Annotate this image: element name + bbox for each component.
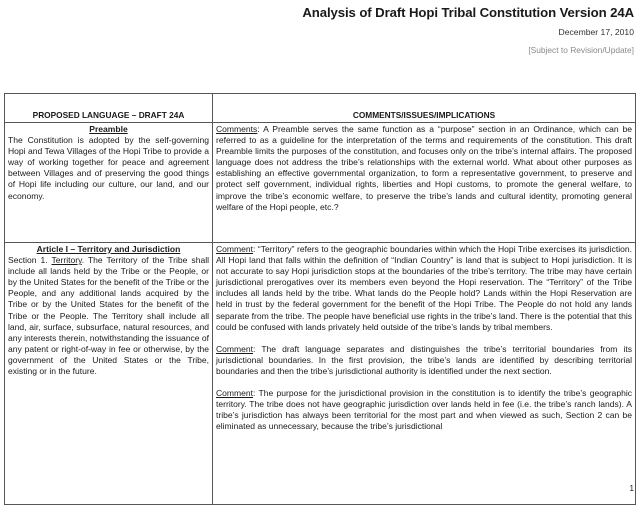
section-label: Territory bbox=[51, 255, 82, 266]
comment-label: Comment bbox=[216, 343, 254, 354]
proposed-text: The Constitution is adopted by the self-governing Hopi and Tewa Villages of the Hopi Tribe to provide a way of working together for peace and agreement between Villages and of preserving the good things of Hopi life including our culture, our land, and our economy. bbox=[8, 135, 209, 201]
column-header-proposed: PROPOSED LANGUAGE – DRAFT 24A bbox=[5, 94, 213, 123]
document-title: Analysis of Draft Hopi Tribal Constitution Version 24A bbox=[302, 5, 634, 20]
page-number: 1 bbox=[629, 484, 634, 493]
proposed-cell bbox=[5, 123, 213, 243]
row-heading: Article I – Territory and Jurisdiction bbox=[36, 244, 181, 254]
table-row bbox=[5, 123, 636, 243]
section-prefix: Section 1. bbox=[8, 255, 52, 266]
comment-label: Comment bbox=[216, 244, 254, 254]
spacer bbox=[216, 377, 632, 388]
comment-text: : The purpose for the jurisdictional provision in the constitution is to identify the tribe’s geographic territory. The tribe does not have geographic jurisdiction over lands held in fee (i.e. the tribe’s ranch lands). A tribe’s jurisdiction has always been territorial for the most part and when viewed as such, Section 2 can be eliminated as unnecessary, because the tribe’s jurisdictional bbox=[216, 388, 632, 432]
row-heading: Preamble bbox=[89, 124, 128, 134]
comment-text: : A Preamble serves the same function as a “purpose” section in an Ordinance, which can be referred to as a guideline for the interpretation of the terms and requirements of the constitution. This draft Preamble limits the purposes of the constitution, and focuses only on the tribe’s internal affairs. The proposed language does not address the tribe’s relationships with the external world. What about other purposes as establishing an effective governmental organization, to form a representative government, to preserve and protect self government, individual rights, liberties and Hopi customs, to promote the general welfare, to improve the tribe’s economic welfare, to preserve the tribe’s lands and cultural identity, promoting general welfare of the Hopi people, etc.? bbox=[216, 124, 632, 212]
comment-label: Comments bbox=[216, 124, 258, 134]
comments-cell bbox=[213, 243, 636, 505]
comment-label: Comment bbox=[216, 388, 254, 399]
comments-cell bbox=[213, 123, 636, 243]
comment-text: : The draft language separates and distinguishes the tribe’s territorial boundaries from its jurisdictional boundaries. In the first provision, the tribe’s lands are identified by describing territorial boundaries and then the tribe’s jurisdictional authority is identified under the next section. bbox=[216, 343, 632, 376]
column-header-comments: COMMENTS/ISSUES/IMPLICATIONS bbox=[213, 94, 636, 123]
comment-text: : “Territory” refers to the geographic boundaries within which the Hopi Tribe exercises its jurisdiction. All Hopi land that falls within the definition of “Indian Country” is land that is subject to Hopi jurisdiction. It is not accurate to say Hopi jurisdiction stops at the boundaries of the tribe’s territory. The tribe may have certain jurisdictional prerogatives over its members even beyond the Hopi reservation. The “Territory” of the Tribe includes all lands held by the tribe. What lands do the People hold? Lands within the Hopi Reservation are held in trust by the federal government for the benefit of the Hopi Tribe. The People do not hold any lands separate from the tribe. The people have beneficial use rights in the tribe’s land. There is the potential that this could be confused with lands privately held outside of the tribe’s lands by tribal members. bbox=[216, 244, 632, 332]
comment bbox=[216, 244, 632, 333]
proposed-cell bbox=[5, 243, 213, 505]
analysis-table bbox=[4, 93, 636, 505]
proposed-text bbox=[8, 255, 209, 377]
document-date: December 17, 2010 bbox=[558, 27, 634, 37]
table-header-row bbox=[5, 94, 636, 123]
comment bbox=[216, 124, 632, 213]
document-status: [Subject to Revision/Update] bbox=[528, 45, 634, 55]
comment bbox=[216, 388, 632, 432]
section-text: . The Territory of the Tribe shall include all lands held by the Tribe or the People, or by the United States for the benefit of the Tribe or the People, and any additional lands acquired by the Tribe or by the United States for the benefit of the Tribe or the People. The Territory shall include all land, air, surface, subsurface, natural resources, and any interests therein, notwithstanding the issuance of any patent or right-of-way in fee or otherwise, by the government of the United States or the Tribe, existing or in the future. bbox=[8, 255, 210, 377]
table-row bbox=[5, 243, 636, 505]
comment bbox=[216, 344, 632, 377]
spacer bbox=[216, 333, 632, 344]
